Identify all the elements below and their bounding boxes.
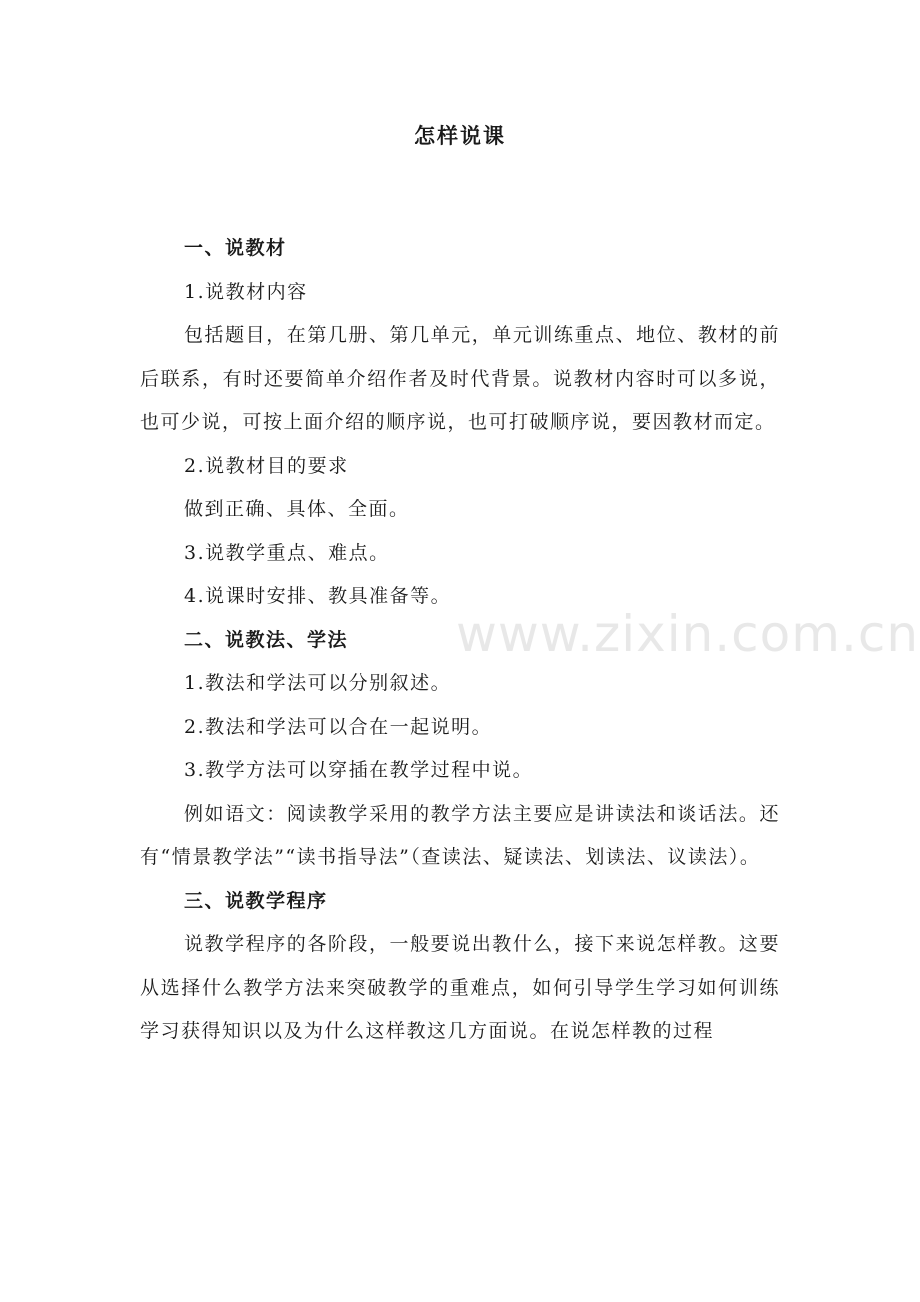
list-item: 2.说教材目的要求 — [184, 454, 349, 477]
list-item: 3.教学方法可以穿插在教学过程中说。 — [184, 759, 534, 781]
list-item: 4.说课时安排、教具准备等。 — [184, 585, 452, 607]
body-paragraph: 例如语文：阅读教学采用的教学方法主要应是讲读法和谈话法。还有“情景教学法”“读书指导法”（查读法、疑读法、划读法、议读法）。 — [140, 802, 780, 868]
document-title: 怎样说课 — [414, 123, 506, 148]
body-paragraph: 做到正确、具体、全面。 — [184, 498, 410, 520]
list-item: 1.说教材内容 — [184, 280, 308, 303]
section-heading-3: 三、说教学程序 — [184, 889, 328, 912]
section-heading-2: 二、说教法、学法 — [184, 628, 349, 651]
watermark-text: www.zixin.com.cn — [456, 605, 920, 663]
document-body — [140, 227, 780, 1054]
list-item: 1.教法和学法可以分别叙述。 — [184, 672, 452, 694]
list-item: 3.说教学重点、难点。 — [184, 541, 390, 564]
list-item: 2.教法和学法可以合在一起说明。 — [184, 715, 493, 738]
body-paragraph: 包括题目，在第几册、第几单元，单元训练重点、地位、教材的前后联系，有时还要简单介绍作者及时代背景。说教材内容时可以多说，也可少说，可按上面介绍的顺序说，也可打破顺序说，要因教材而定。 — [140, 324, 780, 433]
body-paragraph: 说教学程序的各阶段，一般要说出教什么，接下来说怎样教。这要从选择什么教学方法来突破教学的重难点，如何引导学生学习如何训练学习获得知识以及为什么这样教这几方面说。在说怎样教的过程 — [140, 933, 780, 1042]
section-heading-1: 一、说教材 — [184, 237, 287, 259]
